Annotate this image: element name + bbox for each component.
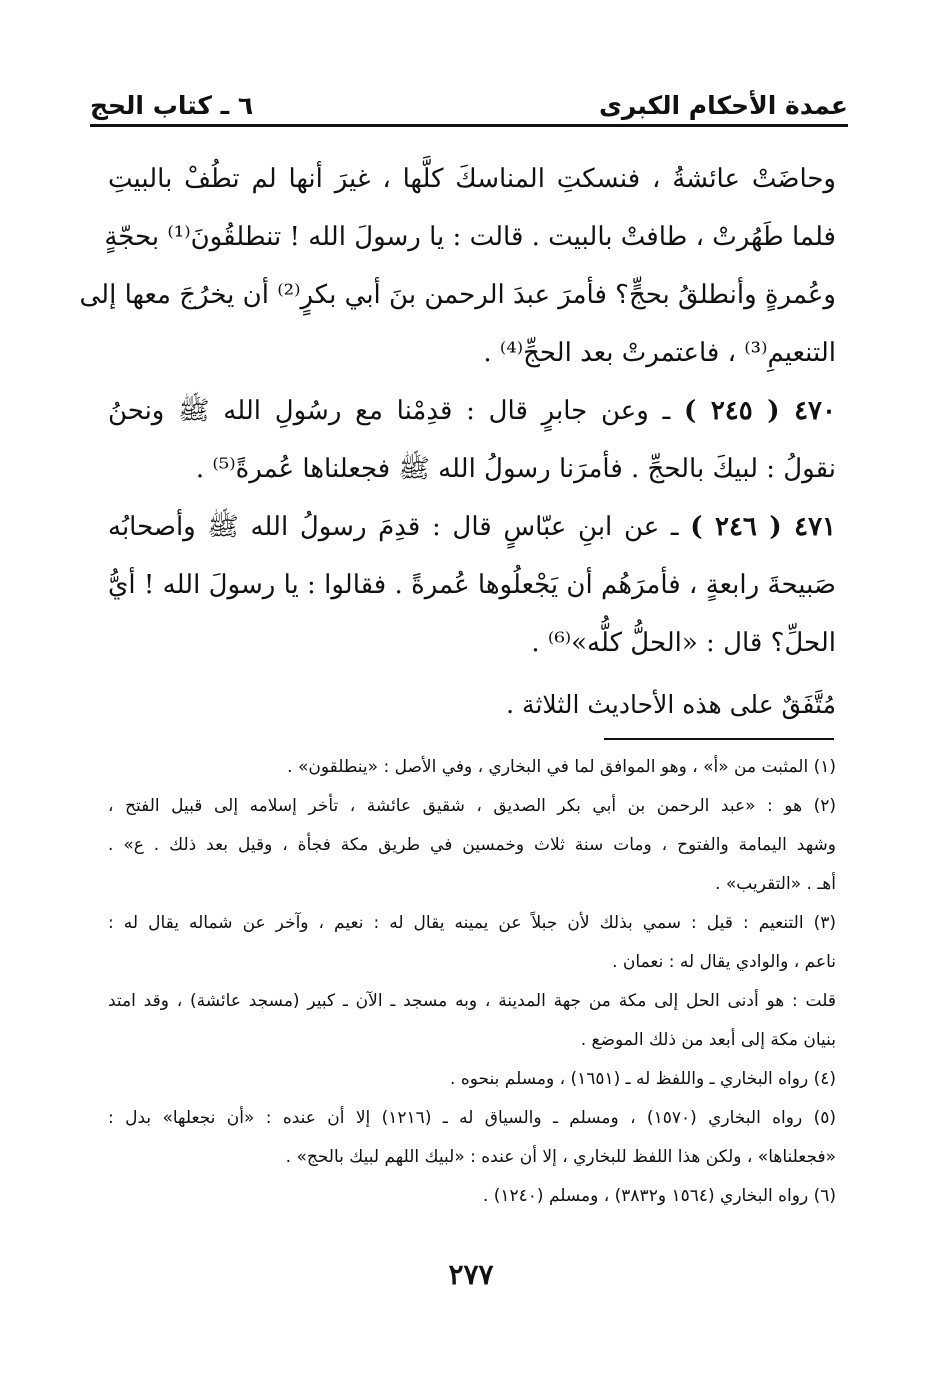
text-line: وحاضَتْ عائشةُ ، فنسكتِ المناسكَ كلَّها ، غيرَ أنها لم تطُفْ بالبيتِ bbox=[108, 164, 836, 194]
text-line: صَبيحةَ رابعةٍ ، فأمرَهُم أن يَجْعلُوها عُمرةً . فقالوا : يا رسولَ الله ! أيُّ bbox=[108, 570, 836, 600]
footnote-line: بنيان مكة إلى أبعد من ذلك الموضع . bbox=[580, 1030, 836, 1050]
hadith-471-line bbox=[108, 498, 836, 556]
text-line: نقولُ : لبيكَ بالحجِّ . فأمرَنا رسولُ الله ﷺ فجعلناها عُمرةً⁽⁵⁾ . bbox=[195, 454, 836, 484]
text-line: التنعيمِ⁽³⁾ ، فاعتمرتْ بعد الحجِّ⁽⁴⁾ . bbox=[483, 338, 836, 368]
footnote-line: (٤) رواه البخاري ـ واللفظ له ـ (١٦٥١) ، ومسلم بنحوه . bbox=[450, 1069, 836, 1089]
page-number: ٢٧٧ bbox=[448, 1258, 494, 1291]
footnote-line: (٢) هو : «عبد الرحمن بن أبي بكر الصديق ، شقيق عائشة ، تأخر إسلامه إلى قبيل الفتح ، bbox=[108, 796, 836, 816]
book-title: عمدة الأحكام الكبرى bbox=[598, 91, 848, 120]
hadith-471-number: ٤٧١ ( ٢٤٦ ) bbox=[690, 512, 837, 542]
footnote-line: (٦) رواه البخاري (١٥٦٤ و٣٨٣٢) ، ومسلم (١٢٤٠) . bbox=[482, 1186, 836, 1206]
footnote-line: قلت : هو أدنى الحل إلى مكة من جهة المدينة ، وبه مسجد ـ الآن ـ كبير (مسجد عائشة) ، وقد امتد bbox=[108, 991, 836, 1011]
footnote-line: ناعم ، والوادي يقال له : نعمان . bbox=[612, 952, 836, 972]
footnote-line: «فجعلناها» ، ولكن هذا اللفظ للبخاري ، إلا أن عنده : «لبيك اللهم لبيك بالحج» . bbox=[285, 1147, 836, 1167]
hadith-470-text: ـ وعن جابرٍ قال : قدِمْنا مع رسُولِ الله ﷺ ونحنُ bbox=[108, 396, 671, 426]
text-line: فلما طَهُرتْ ، طافتْ بالبيت . قالت : يا رسولَ الله ! تنطلقُونَ⁽¹⁾ بحجّةٍ bbox=[104, 222, 836, 252]
footnote-line: (١) المثبت من «أ» ، وهو الموافق لما في البخاري ، وفي الأصل : «ينطلقون» . bbox=[287, 757, 836, 777]
footnote-line: أهـ . «التقريب» . bbox=[715, 874, 836, 894]
footnote-line: (٥) رواه البخاري (١٥٧٠) ، ومسلم ـ والسياق له ـ (١٢١٦) إلا أن عنده : «أن نجعلها» بدل : bbox=[108, 1108, 836, 1128]
text-line: وعُمرةٍ وأنطلقُ بحجٍّ؟ فأمرَ عبدَ الرحمن بنَ أبي بكرٍ⁽²⁾ أن يخرُجَ معها إلى bbox=[79, 280, 836, 310]
main-text bbox=[79, 150, 837, 672]
chapter-title: ٦ ـ كتاب الحج bbox=[90, 91, 254, 120]
text-line: الحلِّ؟ قال : «الحلُّ كلُّه»⁽⁶⁾ . bbox=[531, 628, 836, 658]
hadith-471-text: ـ عن ابنِ عبّاسٍ قال : قدِمَ رسولُ الله ﷺ وأصحابُه bbox=[108, 512, 679, 542]
hadith-470-line bbox=[108, 382, 836, 440]
footnote-separator bbox=[604, 738, 834, 740]
footnote-line: (٣) التنعيم : قيل : سمي بذلك لأن جبلاً عن يمينه يقال له : نعيم ، وآخر عن شماله يقال له : bbox=[108, 913, 836, 933]
agreed-upon-note: مُتَّفَقٌ على هذه الأحاديث الثلاثة . bbox=[506, 690, 836, 719]
footnotes bbox=[108, 748, 836, 1216]
footnote-line: وشهد اليمامة والفتوح ، ومات سنة ثلاث وخمسين في طريق مكة فجأة ، وقيل بعد ذلك . ع» . bbox=[108, 835, 836, 855]
hadith-470-number: ٤٧٠ ( ٢٤٥ ) bbox=[683, 396, 836, 426]
running-header bbox=[90, 86, 848, 127]
